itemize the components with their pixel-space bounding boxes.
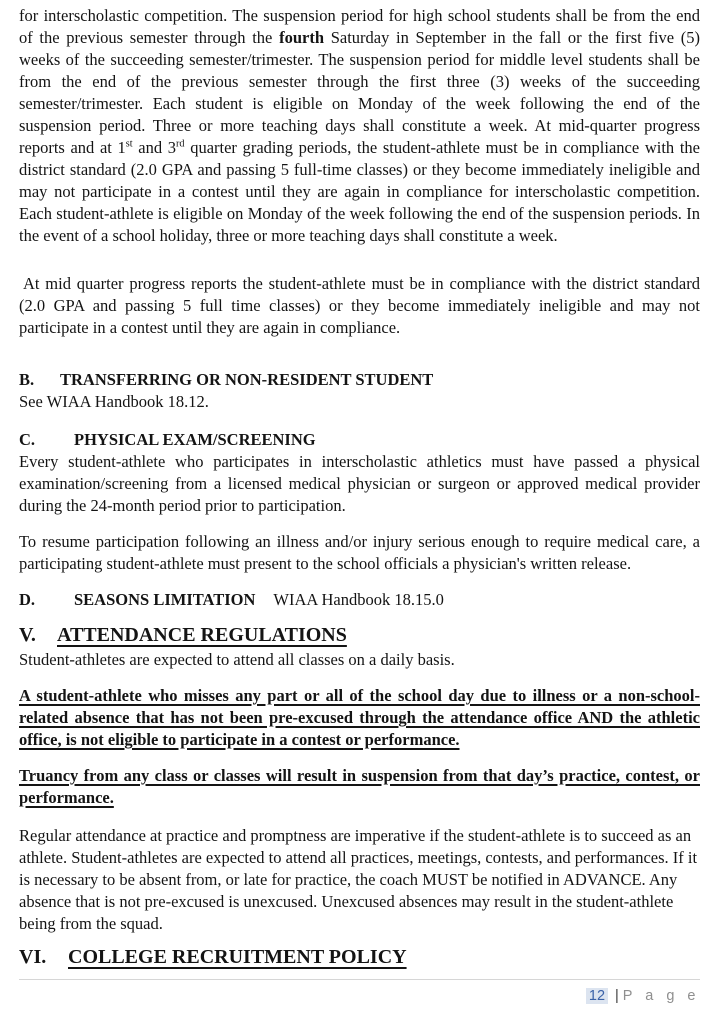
paragraph-suspension-period <box>19 5 700 247</box>
paragraph-absence-rule: A student-athlete who misses any part or all of the school day due to illness or a non-school-related absence that has not been pre-excused through the attendance office AND the athletic office, is not eligible to participate in a contest or performance. <box>19 686 700 749</box>
para1-superscript-st: st <box>125 138 133 150</box>
section-b-heading <box>19 369 700 391</box>
section-v-title: ATTENDANCE REGULATIONS <box>57 624 347 646</box>
paragraph-resume-participation: To resume participation following an illness and/or injury serious enough to require medical care, a participating student-athlete must present to the school officials a physician's written release. <box>19 532 700 573</box>
paragraph-regular-attendance: Regular attendance at practice and promptness are imperative if the student-athlete is to succeed as an athlete. Student-athletes are expected to attend all practices, meetings, contests, and performances. If it is necessary to be absent from, or late for practice, the coach MUST be notified in ADVANCE. Any absence that is not pre-excused is unexcused. Unexcused absences may result in the student-athlete being from the squad. <box>19 826 698 933</box>
section-d-letter: D. <box>19 590 36 609</box>
para1-text-2: Saturday in September in the fall or the first five (5) weeks of the succeeding semester/trimester. The suspension period for middle level students shall be from the end of the previous semester through the first three (3) weeks of the succeeding semester/trimester. Each student is eligible on Monday of the week following the end of the suspension period. Three or more teaching days shall constitute a week. At mid-quarter progress reports and at 1 <box>19 28 700 157</box>
section-c-letter: C. <box>19 430 36 449</box>
para1-text-4: quarter grading periods, the student-athlete must be in compliance with the district standard (2.0 GPA and passing 5 full-time classes) or they become immediately ineligible and may not participate in a contest until they are again in compliance for interscholastic competition. Each student-athlete is eligible on Monday of the week following the end of the suspension periods. In the event of a school holiday, three or more teaching days shall constitute a week. <box>19 138 700 245</box>
para1-text-3: and 3 <box>132 138 177 157</box>
section-vi-heading <box>19 943 700 971</box>
section-v-heading <box>19 621 700 649</box>
section-c-heading <box>19 429 700 451</box>
page-number: 12 <box>586 988 608 1004</box>
paragraph-attendance-intro: Student-athletes are expected to attend all classes on a daily basis. <box>19 650 455 669</box>
para1-superscript-rd: rd <box>176 138 185 150</box>
section-d-handbook-ref: WIAA Handbook 18.15.0 <box>273 590 444 609</box>
section-c-title: PHYSICAL EXAM/SCREENING <box>74 430 316 449</box>
paragraph-mid-quarter: At mid quarter progress reports the student-athlete must be in compliance with the district standard (2.0 GPA and passing 5 full time classes) or they become immediately ineligible and may not participate in a contest until they are again in compliance. <box>19 274 700 337</box>
section-c-body: Every student-athlete who participates in interscholastic athletics must have passed a physical examination/screening from a licensed medical physician or surgeon or approved medical provider during the 24-month period prior to participation. <box>19 452 700 515</box>
section-b-body: See WIAA Handbook 18.12. <box>19 392 209 411</box>
section-vi-title: COLLEGE RECRUITMENT POLICY <box>68 946 407 968</box>
section-vi-numeral: VI. <box>19 946 47 968</box>
footer-divider: | <box>615 988 619 1004</box>
para1-text-1: for interscholastic competition. The suspension period for high school students shall be from the end of the previous semester through the <box>19 6 700 47</box>
paragraph-truancy-rule: Truancy from any class or classes will result in suspension from that day’s practice, contest, or performance. <box>19 766 700 807</box>
para1-bold-fourth: fourth <box>279 28 324 47</box>
section-b-title: TRANSFERRING OR NON-RESIDENT STUDENT <box>60 370 434 389</box>
footer-page-label: P a g e <box>622 988 700 1004</box>
section-v-numeral: V. <box>19 624 36 646</box>
section-b-letter: B. <box>19 370 35 389</box>
section-d-title: SEASONS LIMITATION <box>74 590 256 609</box>
section-d-heading <box>19 589 700 611</box>
page-footer <box>19 979 700 1005</box>
